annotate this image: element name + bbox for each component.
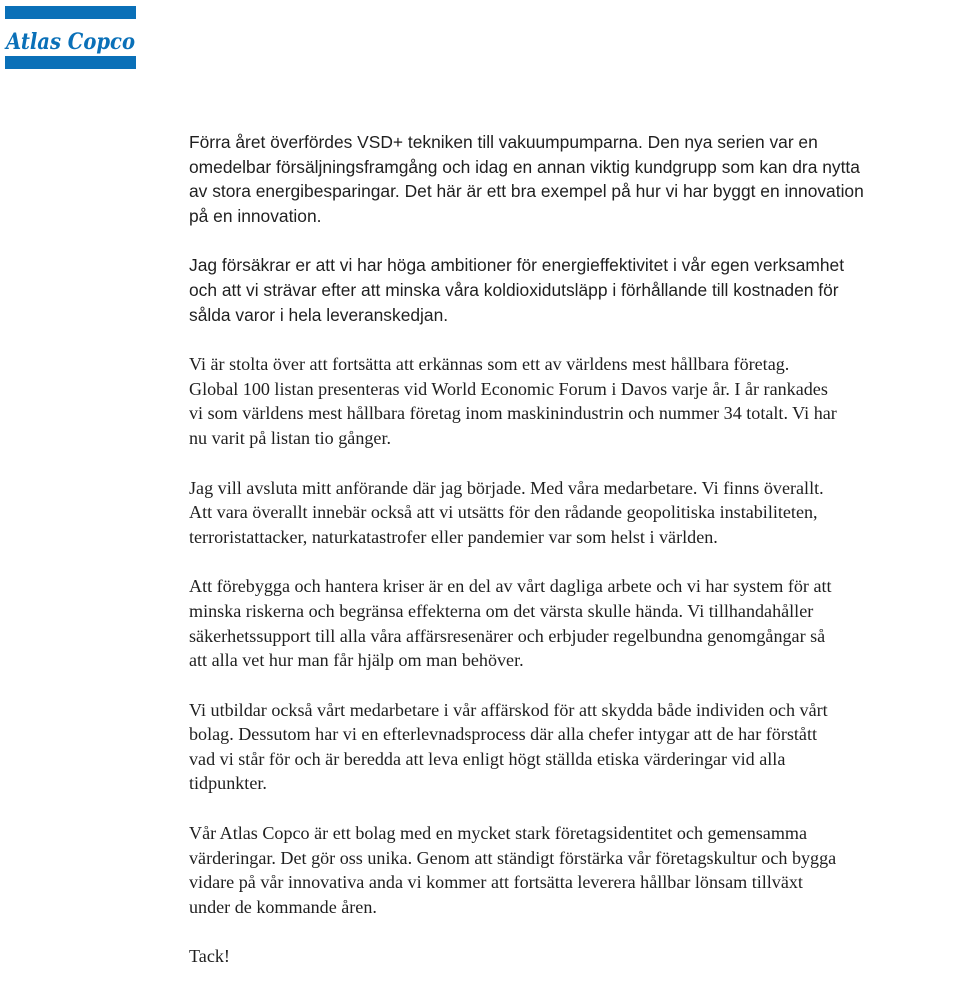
paragraph-line: nu varit på listan tio gånger. (189, 427, 391, 448)
paragraph (189, 476, 960, 550)
paragraph-line: Förra året överfördes VSD+ tekniken till vakuumpumparna. Den nya serien var en (189, 132, 818, 152)
paragraph-line: bolag. Dessutom har vi en efterlevnadsprocess där alla chefer intygar att de har förstått (189, 724, 818, 745)
paragraph-line: terroristattacker, naturkatastrofer eller pandemier var som helst i världen. (189, 526, 718, 547)
paragraph-line: under de kommande åren. (189, 896, 377, 917)
logo-bottom-bar (5, 56, 136, 69)
paragraph-line: Jag försäkrar er att vi har höga ambitioner för energieffektivitet i vår egen verksamhet (189, 255, 845, 276)
paragraph (189, 574, 960, 672)
document-body (189, 130, 960, 994)
paragraph (189, 821, 960, 919)
logo-wordmark (5, 19, 136, 56)
paragraph-line: Vår Atlas Copco är ett bolag med en mycket stark företagsidentitet och gemensamma (189, 823, 808, 844)
paragraph (189, 944, 960, 969)
paragraph-line: värderingar. Det gör oss unika. Genom att ständigt förstärka vår företagskultur och bygga (189, 847, 837, 868)
paragraph (189, 352, 960, 450)
paragraph-line: Global 100 listan presenteras vid World Economic Forum i Davos varje år. I år rankades (189, 378, 828, 399)
paragraph-line: av stora energibesparingar. Det här är ett bra exempel på hur vi har byggt en innovation (189, 181, 864, 202)
paragraph-line: Tack! (189, 946, 230, 967)
logo-text: Atlas Copco (4, 29, 135, 55)
paragraph-line: säkerhetssupport till alla våra affärsresenärer och erbjuder regelbundna genomgångar så (189, 625, 826, 646)
paragraph-line: Att vara överallt innebär också att vi utsätts för den rådande geopolitiska instabiliteten, (189, 502, 818, 523)
paragraph-line: Jag vill avsluta mitt anförande där jag började. Med våra medarbetare. Vi finns överallt. (189, 477, 824, 498)
paragraph-line: vad vi står för och är beredda att leva enligt högt ställda etiska värderingar vid alla (189, 748, 786, 769)
paragraph-line: att alla vet hur man får hjälp om man behöver. (189, 650, 524, 671)
paragraph-line: omedelbar försäljningsframgång och idag en annan viktig kundgrupp som kan dra nytta (189, 156, 860, 177)
logo-top-bar (5, 6, 136, 19)
paragraph-line: tidpunkter. (189, 773, 267, 794)
paragraph-line: Att förebygga och hantera kriser är en del av vårt dagliga arbete och vi har system för att (189, 576, 832, 597)
paragraph-line: på en innovation. (189, 205, 322, 226)
paragraph-line: och att vi strävar efter att minska våra koldioxidutsläpp i förhållande till kostnaden för (189, 279, 839, 300)
paragraph-line: vi som världens mest hållbara företag inom maskinindustrin och nummer 34 totalt. Vi har (189, 403, 837, 424)
paragraph (189, 698, 960, 796)
atlas-copco-logo (5, 6, 136, 69)
paragraph-line: Vi är stolta över att fortsätta att erkännas som ett av världens mest hållbara företag. (189, 354, 790, 375)
paragraph (189, 253, 960, 327)
paragraph-line: minska riskerna och begränsa effekterna om det värsta skulle hända. Vi tillhandahåller (189, 600, 814, 621)
paragraph-line: Vi utbildar också vårt medarbetare i vår affärskod för att skydda både individen och vårt (189, 699, 828, 720)
paragraph-line: vidare på vår innovativa anda vi kommer att fortsätta leverera hållbar lönsam tillväxt (189, 872, 803, 893)
paragraph-line: sålda varor i hela leveranskedjan. (189, 304, 449, 325)
paragraph (189, 130, 960, 228)
